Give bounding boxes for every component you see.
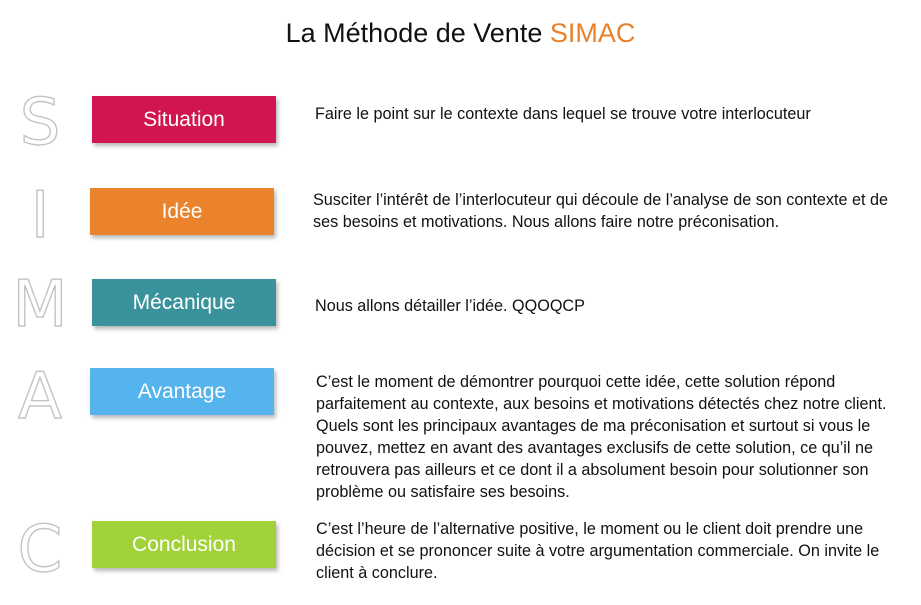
- step-box-situation: [92, 96, 276, 143]
- step-label-mecanique: Mécanique: [132, 290, 236, 314]
- step-label-avantage: Avantage: [137, 379, 227, 403]
- letter-m: M: [12, 268, 68, 342]
- step-label-situation: Situation: [143, 107, 225, 131]
- step-description-idee: Susciter l’intérêt de l’interlocuteur qui découle de l’analyse de son contexte et de ses besoins et motivations. Nous allons faire notre préconisation.: [313, 191, 889, 231]
- step-description-conclusion: C’est l’heure de l’alternative positive, le moment ou le client doit prendre une décision et se prononcer suite à votre argumentation commerciale. On invite le client à conclure.: [316, 520, 880, 582]
- step-description-situation: Faire le point sur le contexte dans lequel se trouve votre interlocuteur: [315, 105, 811, 123]
- letter-i: I: [30, 179, 50, 253]
- step-box-idee: [90, 188, 274, 235]
- step-label-idee: Idée: [161, 199, 203, 223]
- page-title: [0, 18, 921, 49]
- step-description-avantage: C’est le moment de démontrer pourquoi cette idée, cette solution répond parfaitement au contexte, aux besoins et motivations détectés chez notre client. Quels sont les principaux avantages de ma préconisation et surtout si vous le pouvez, mettez en avant des avantages exclusifs de cette solution, ce qu’il ne retrouvera pas ailleurs et ce dont il a absolument besoin pour solutionner son problème ou satisfaire ses besoins.: [316, 373, 887, 501]
- letter-s: S: [19, 86, 61, 160]
- step-box-conclusion: [92, 521, 276, 568]
- step-box-avantage: [90, 368, 274, 415]
- title-accent: SIMAC: [549, 18, 636, 48]
- step-label-conclusion: Conclusion: [132, 532, 236, 556]
- letter-a: A: [18, 360, 62, 434]
- step-description-mecanique: Nous allons détailler l’idée. QQOQCP: [315, 297, 585, 315]
- step-box-mecanique: [92, 279, 276, 326]
- letter-c: C: [17, 513, 63, 587]
- title-main: La Méthode de Vente: [285, 18, 550, 48]
